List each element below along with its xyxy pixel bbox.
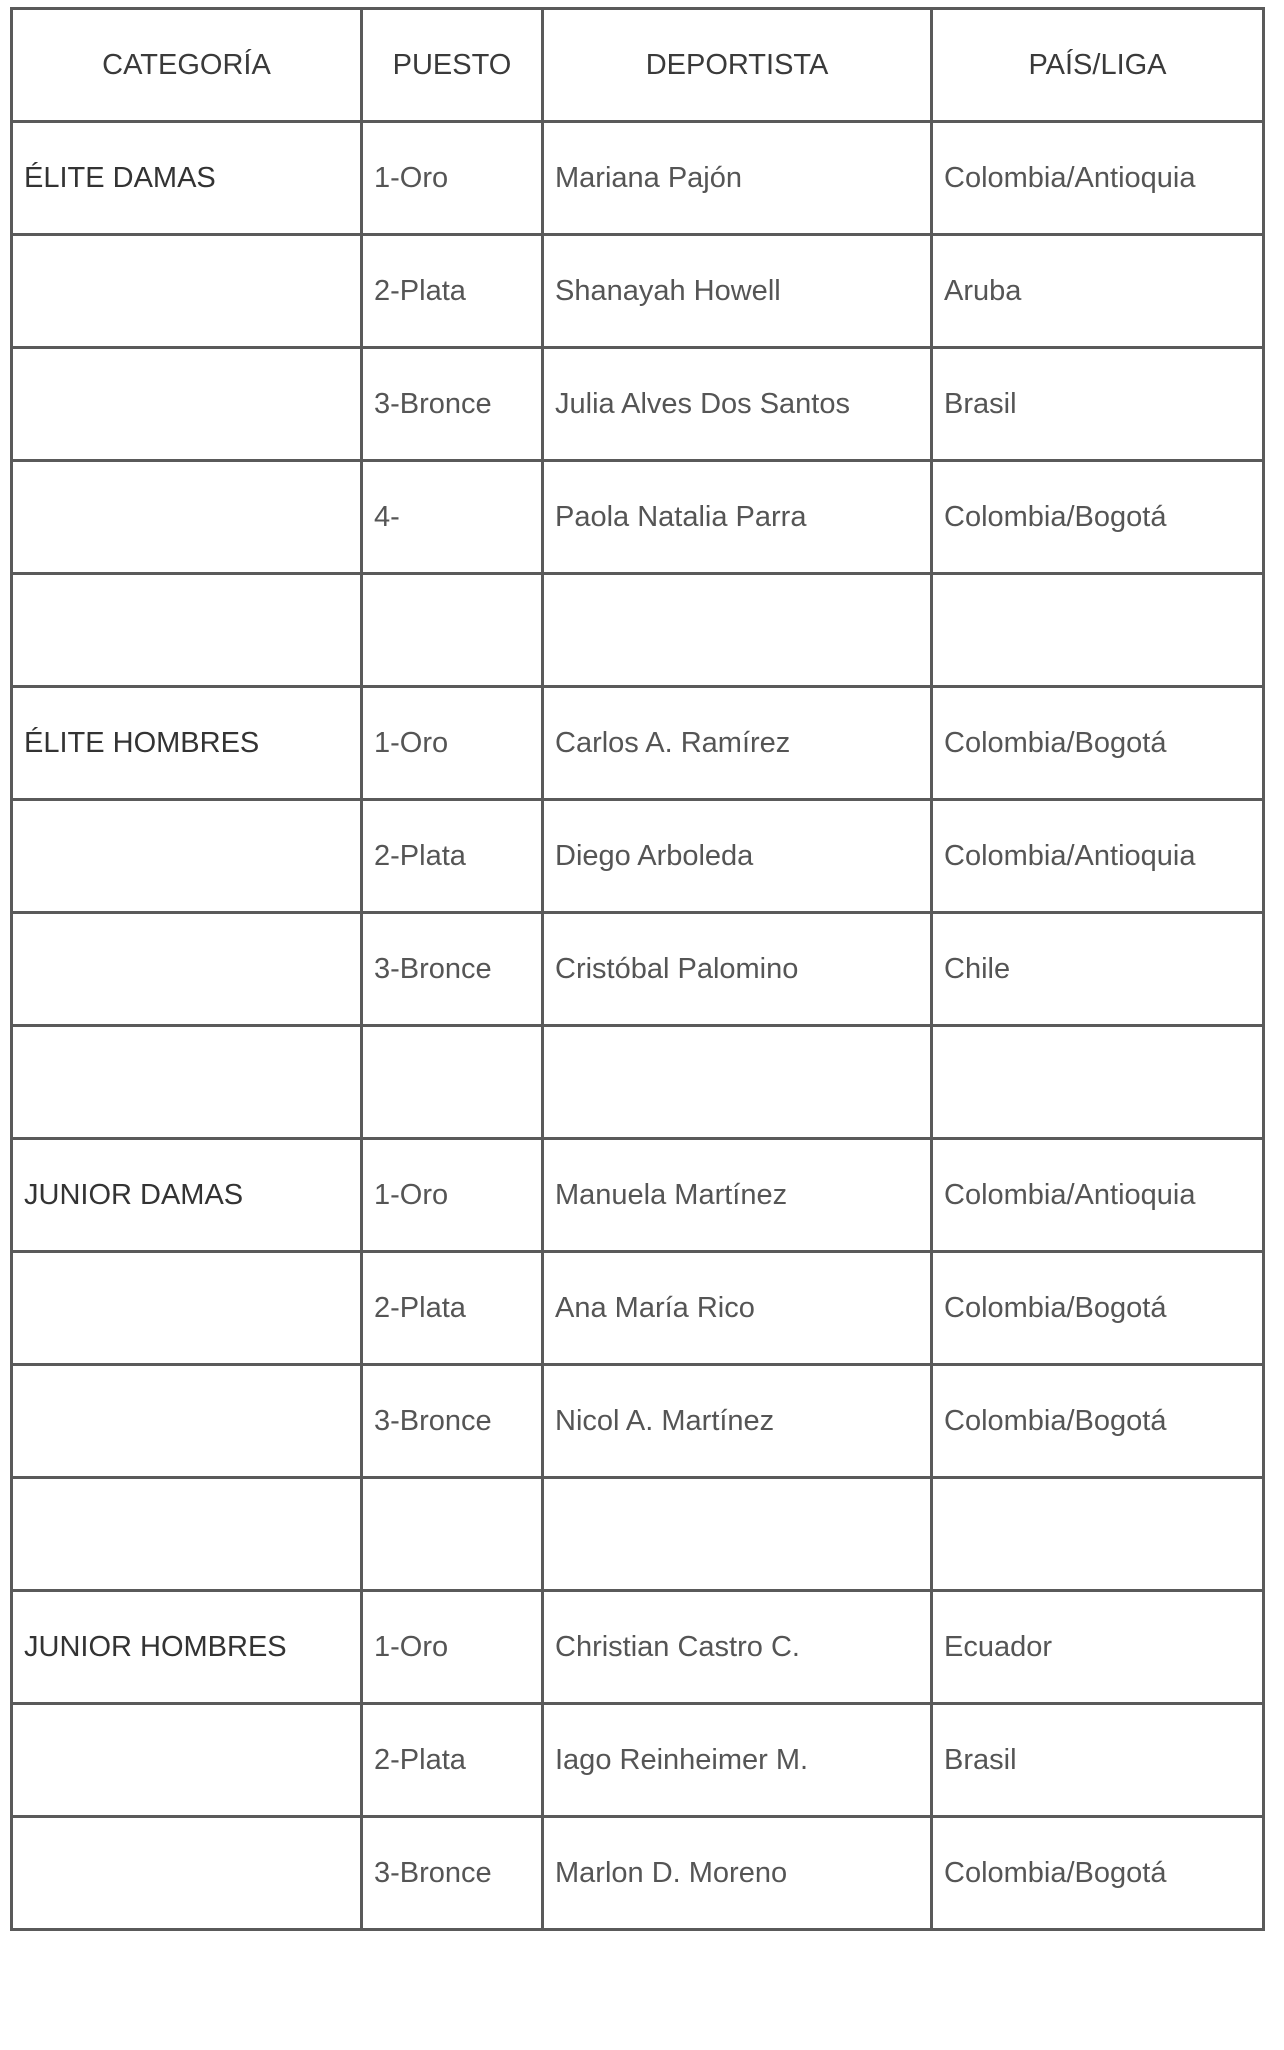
cell-pais-liga: Colombia/Bogotá <box>932 1365 1264 1478</box>
table-row <box>12 1591 1264 1704</box>
cell-categoria <box>12 800 362 913</box>
cell-pais-liga: Brasil <box>932 348 1264 461</box>
cell-deportista <box>543 574 932 687</box>
table-header-row <box>12 9 1264 122</box>
cell-deportista: Carlos A. Ramírez <box>543 687 932 800</box>
cell-categoria <box>12 461 362 574</box>
cell-pais-liga: Chile <box>932 913 1264 1026</box>
cell-deportista: Mariana Pajón <box>543 122 932 235</box>
cell-deportista: Ana María Rico <box>543 1252 932 1365</box>
cell-puesto: 4- <box>362 461 543 574</box>
table-row <box>12 235 1264 348</box>
cell-categoria <box>12 1817 362 1930</box>
cell-categoria <box>12 348 362 461</box>
cell-pais-liga: Colombia/Bogotá <box>932 1252 1264 1365</box>
cell-pais-liga: Colombia/Antioquia <box>932 122 1264 235</box>
table-row <box>12 1026 1264 1139</box>
results-table <box>10 7 1265 1931</box>
cell-deportista <box>543 1478 932 1591</box>
cell-deportista: Julia Alves Dos Santos <box>543 348 932 461</box>
cell-deportista: Manuela Martínez <box>543 1139 932 1252</box>
cell-puesto: 1-Oro <box>362 1591 543 1704</box>
header-deportista: DEPORTISTA <box>543 9 932 122</box>
cell-categoria <box>12 235 362 348</box>
cell-pais-liga: Ecuador <box>932 1591 1264 1704</box>
cell-deportista: Shanayah Howell <box>543 235 932 348</box>
cell-categoria <box>12 574 362 687</box>
cell-puesto: 3-Bronce <box>362 1365 543 1478</box>
cell-categoria: JUNIOR HOMBRES <box>12 1591 362 1704</box>
cell-pais-liga: Colombia/Bogotá <box>932 1817 1264 1930</box>
cell-categoria: ÉLITE HOMBRES <box>12 687 362 800</box>
cell-puesto: 1-Oro <box>362 1139 543 1252</box>
cell-puesto: 1-Oro <box>362 122 543 235</box>
cell-pais-liga: Colombia/Bogotá <box>932 461 1264 574</box>
cell-deportista: Paola Natalia Parra <box>543 461 932 574</box>
table-row <box>12 1139 1264 1252</box>
table-row <box>12 1252 1264 1365</box>
cell-deportista: Diego Arboleda <box>543 800 932 913</box>
header-puesto: PUESTO <box>362 9 543 122</box>
table-row <box>12 1817 1264 1930</box>
cell-deportista <box>543 1026 932 1139</box>
cell-categoria: ÉLITE DAMAS <box>12 122 362 235</box>
cell-puesto: 3-Bronce <box>362 348 543 461</box>
cell-pais-liga <box>932 1478 1264 1591</box>
cell-pais-liga: Colombia/Antioquia <box>932 1139 1264 1252</box>
table-row <box>12 348 1264 461</box>
table-row <box>12 1704 1264 1817</box>
table-row <box>12 122 1264 235</box>
cell-categoria <box>12 1026 362 1139</box>
cell-puesto <box>362 1478 543 1591</box>
cell-categoria: JUNIOR DAMAS <box>12 1139 362 1252</box>
cell-pais-liga: Colombia/Bogotá <box>932 687 1264 800</box>
table-row <box>12 800 1264 913</box>
cell-puesto: 3-Bronce <box>362 1817 543 1930</box>
cell-puesto <box>362 1026 543 1139</box>
cell-puesto: 3-Bronce <box>362 913 543 1026</box>
cell-deportista: Marlon D. Moreno <box>543 1817 932 1930</box>
header-categoria: CATEGORÍA <box>12 9 362 122</box>
cell-puesto: 2-Plata <box>362 800 543 913</box>
table-row <box>12 913 1264 1026</box>
cell-categoria <box>12 1252 362 1365</box>
header-pais-liga: PAÍS/LIGA <box>932 9 1264 122</box>
cell-categoria <box>12 913 362 1026</box>
table-row <box>12 1365 1264 1478</box>
cell-puesto: 2-Plata <box>362 235 543 348</box>
table-row <box>12 574 1264 687</box>
cell-puesto <box>362 574 543 687</box>
cell-pais-liga: Aruba <box>932 235 1264 348</box>
cell-categoria <box>12 1365 362 1478</box>
cell-pais-liga <box>932 574 1264 687</box>
cell-pais-liga: Colombia/Antioquia <box>932 800 1264 913</box>
table-row <box>12 461 1264 574</box>
table-row <box>12 1478 1264 1591</box>
cell-categoria <box>12 1704 362 1817</box>
cell-puesto: 1-Oro <box>362 687 543 800</box>
cell-puesto: 2-Plata <box>362 1704 543 1817</box>
cell-deportista: Cristóbal Palomino <box>543 913 932 1026</box>
cell-deportista: Christian Castro C. <box>543 1591 932 1704</box>
cell-pais-liga: Brasil <box>932 1704 1264 1817</box>
cell-pais-liga <box>932 1026 1264 1139</box>
cell-categoria <box>12 1478 362 1591</box>
cell-deportista: Nicol A. Martínez <box>543 1365 932 1478</box>
cell-puesto: 2-Plata <box>362 1252 543 1365</box>
table-row <box>12 687 1264 800</box>
cell-deportista: Iago Reinheimer M. <box>543 1704 932 1817</box>
